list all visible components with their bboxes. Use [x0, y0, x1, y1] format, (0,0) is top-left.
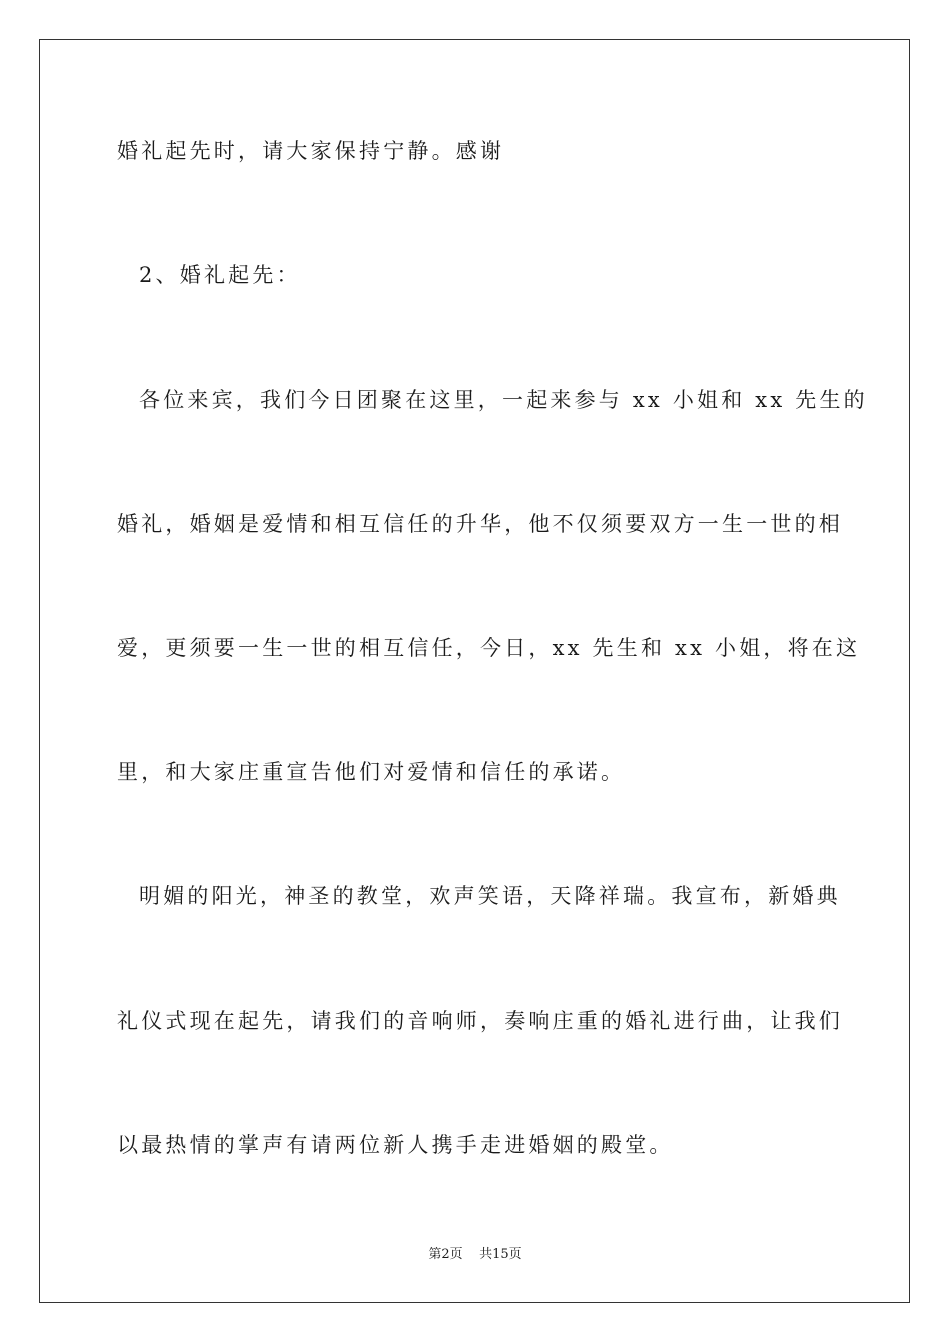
- page-border: [39, 39, 910, 1303]
- text-line-8: 礼仪式现在起先，请我们的音响师，奏响庄重的婚礼进行曲，让我们: [117, 1009, 843, 1033]
- text-line-5: 爱，更须要一生一世的相互信任，今日，xx 先生和 xx 小姐，将在这: [117, 636, 861, 660]
- text-line-1: 婚礼起先时，请大家保持宁静。感谢: [117, 139, 505, 163]
- text-line-4: 婚礼，婚姻是爱情和相互信任的升华，他不仅须要双方一生一世的相: [117, 512, 843, 536]
- page-footer: [0, 1246, 950, 1264]
- text-line-9: 以最热情的掌声有请两位新人携手走进婚姻的殿堂。: [117, 1133, 674, 1157]
- text-line-6: 里，和大家庄重宣告他们对爱情和信任的承诺。: [117, 760, 626, 784]
- page-number-label: 第2页 共15页: [428, 1247, 522, 1262]
- text-line-7: 明媚的阳光，神圣的教堂，欢声笑语，天降祥瑞。我宣布，新婚典: [139, 884, 841, 908]
- text-line-3: 各位来宾，我们今日团聚在这里，一起来参与 xx 小姐和 xx 先生的: [139, 388, 868, 412]
- section-heading: 2、婚礼起先：: [139, 263, 301, 287]
